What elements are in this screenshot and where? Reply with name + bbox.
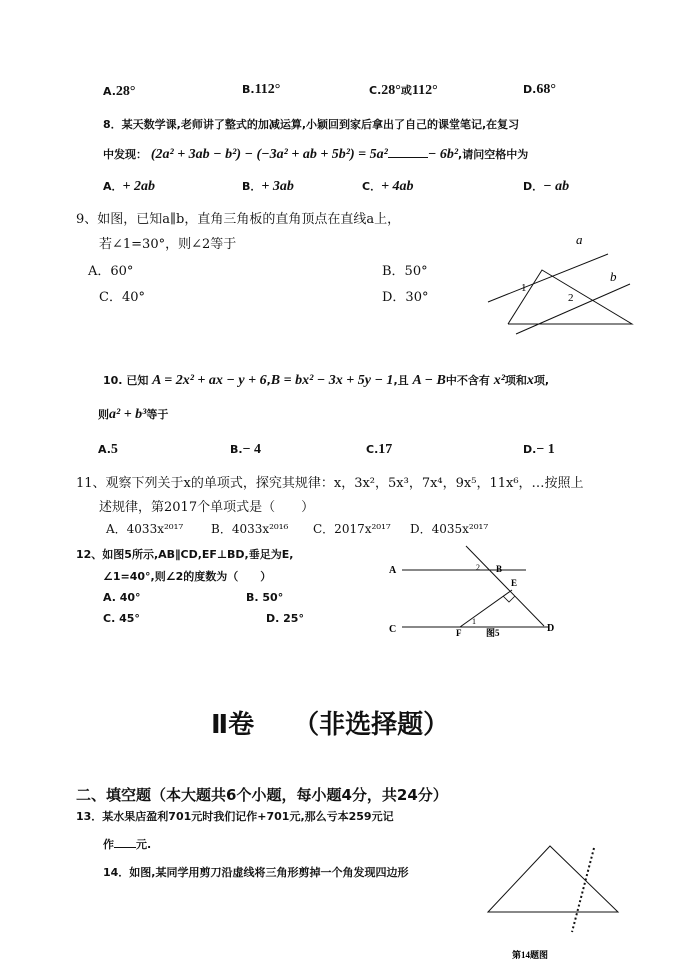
section2-heading: 二、填空题（本大题共6个小题，每小题4分，共24分） — [76, 786, 448, 804]
q10-option-c: C.17 — [366, 442, 393, 457]
q11-option-c: C．2017x²⁰¹⁷ — [313, 522, 391, 536]
q12-stem2: ∠1=40°,则∠2的度数为（ ） — [103, 570, 272, 583]
q10-option-a: A.5 — [98, 442, 118, 457]
q10-option-b: B.− 4 — [230, 442, 262, 457]
q9-stem2: 若∠1=30°，则∠2等于 — [99, 237, 237, 252]
q9-angle-1: 1 — [521, 282, 527, 294]
q12-option-c: C. 45° — [103, 612, 140, 625]
q9-figure — [480, 228, 640, 340]
q12-angle-2: 2 — [476, 563, 480, 572]
q14-caption: 第14题图 — [512, 950, 549, 960]
q13-blank — [114, 837, 136, 848]
q9-option-a: A．60° — [88, 264, 134, 279]
q7-option-b: B.112° — [242, 82, 281, 97]
q8-option-a: A．+ 2ab — [103, 179, 155, 194]
q11-option-a: A．4033x²⁰¹⁷ — [106, 522, 184, 536]
q11-option-b: B．4033x²⁰¹⁶ — [211, 522, 289, 536]
q7-option-a: A.28° — [103, 84, 136, 99]
q12-angle-1: 1 — [472, 617, 476, 626]
q9-angle-2: 2 — [568, 292, 574, 304]
q11-stem: 11、观察下列关于x的单项式，探究其规律：x，3x²，5x³，7x⁴，9x⁵，11x⁶，…按照上 — [76, 476, 584, 491]
q12-stem: 12、如图5所示,AB∥CD,EF⊥BD,垂足为E, — [76, 548, 294, 561]
q9-option-b: B．50° — [382, 264, 428, 279]
q10-stem: 10. 已知 A = 2x² + ax − y + 6,B = bx² − 3x + 5y − 1,且 A − B中不含有 x²项和x项, — [103, 373, 550, 388]
q12-option-b: B. 50° — [246, 591, 284, 604]
q12-caption: 图5 — [486, 628, 500, 638]
q9-label-a: a — [576, 232, 583, 247]
q10-option-d: D.− 1 — [523, 442, 555, 457]
q8-expression: (2a² + 3ab − b²) − (−3a² + ab + 5b²) = 5a² — [150, 147, 388, 162]
q8-line2: 中发现： (2a² + 3ab − b²) − (−3a² + ab + 5b²) = 5a² − 6b²,请问空格中为 — [103, 147, 529, 162]
q8-blank — [388, 147, 428, 158]
q9-option-d: D．30° — [382, 290, 429, 305]
q7-option-c: C.28°或112° — [369, 83, 438, 98]
q8-stem: 8．某天数学课,老师讲了整式的加减运算,小颖回到家后拿出了自己的课堂笔记,在复习 — [103, 118, 520, 131]
q11-stem2: 述规律，第2017个单项式是（ ） — [99, 500, 315, 515]
q8-option-c: C．+ 4ab — [362, 179, 414, 194]
q14-figure — [480, 842, 630, 964]
q12-label-B: B — [496, 564, 503, 574]
q12-label-C: C — [389, 624, 397, 635]
q13-line2: 作 元. — [103, 838, 152, 851]
q8-option-d: D．− ab — [523, 179, 570, 194]
q12-figure — [386, 540, 566, 642]
q12-option-a: A. 40° — [103, 591, 141, 604]
q8-option-b: B．+ 3ab — [242, 179, 294, 194]
q9-label-b: b — [610, 269, 617, 284]
part2-title: Ⅱ卷 （非选择题） — [211, 710, 450, 740]
q9-stem: 9、如图，已知a∥b，直角三角板的直角顶点在直线a上， — [76, 212, 401, 227]
q12-option-d: D. 25° — [266, 612, 304, 625]
q12-label-D: D — [547, 623, 555, 634]
q10-line2: 则a² + b³等于 — [98, 407, 169, 422]
q12-label-F: F — [456, 628, 462, 638]
q11-option-d: D．4035x²⁰¹⁷ — [410, 522, 489, 536]
q13-stem: 13．某水果店盈利701元时我们记作+701元,那么亏本259元记 — [76, 810, 394, 823]
q12-label-A: A — [389, 565, 397, 576]
q7-option-d: D.68° — [523, 82, 556, 97]
q14-stem: 14．如图,某同学用剪刀沿虚线将三角形剪掉一个角发现四边形 — [103, 866, 409, 879]
q9-option-c: C．40° — [99, 290, 145, 305]
q12-label-E: E — [511, 578, 518, 588]
